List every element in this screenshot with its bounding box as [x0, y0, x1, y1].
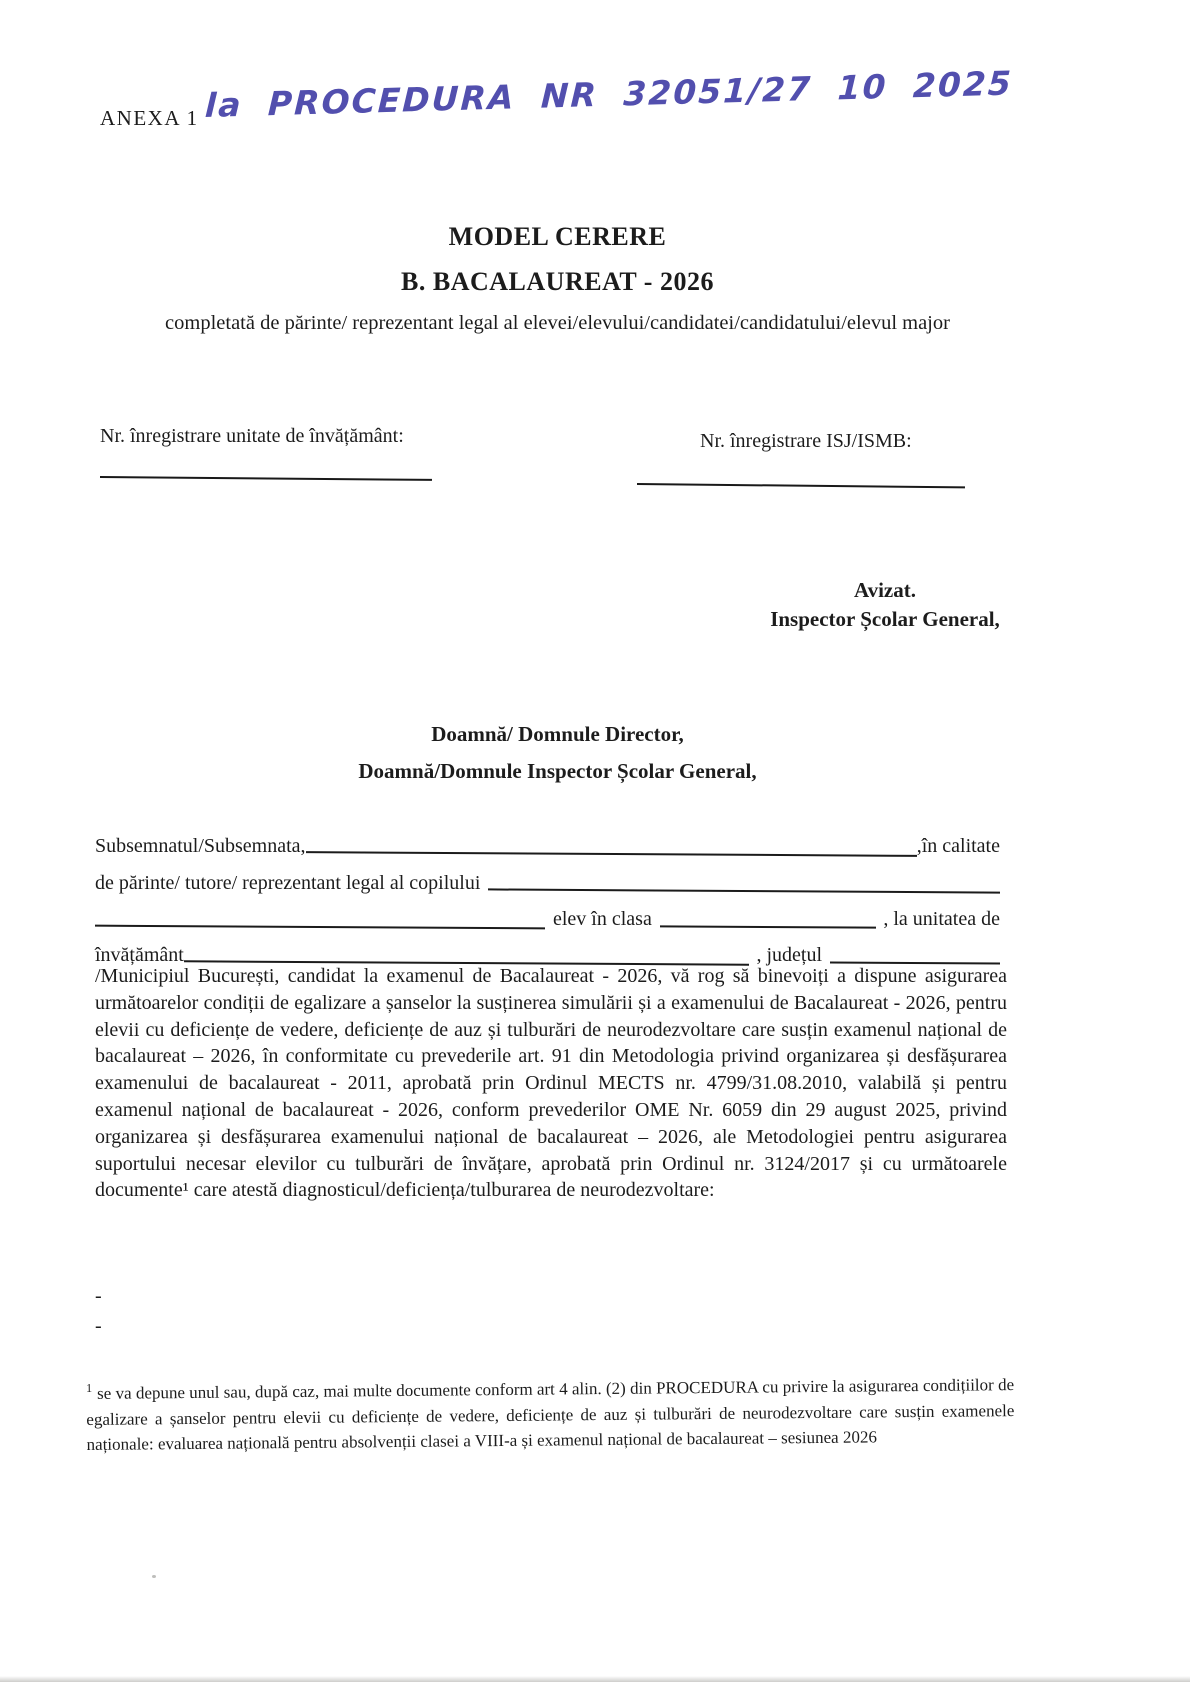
completed-by-note: completată de părinte/ reprezentant legal al elevei/elevului/candidatei/candidatului/elevul major — [165, 312, 950, 334]
scan-speck — [152, 1575, 156, 1578]
form-line-guardian — [95, 868, 1000, 896]
document-list-dash-2: - — [95, 1315, 102, 1337]
footnote-text: se va depune unul sau, după caz, mai multe documente conform art 4 alin. (2) din PROCEDURA cu privire la asigurarea condițiilor de egalizare a șanselor pentru elevii cu deficiențe de vedere, deficiențe de auz și tulburări de neurodezvoltare care susțin examenele naționale: evaluarea națională pentru absolvenții clasei a VIII-a și examenul național de bacalaureat – sesiunea 2026 — [86, 1375, 1015, 1454]
handwritten-procedure-annotation: la PROCEDURA NR 32051/27 10 2025 — [204, 63, 1014, 126]
in-calitate-label: ,în calitate — [916, 835, 1000, 857]
document-list-dash-1: - — [95, 1285, 102, 1307]
isj-registration-blank-line — [637, 483, 965, 488]
footnote — [86, 1372, 1015, 1457]
form-line-class — [95, 904, 1000, 932]
document-subtitle: B. BACALAUREAT - 2026 — [401, 267, 714, 296]
salutation-director: Doamnă/ Domnule Director, — [431, 722, 684, 746]
scan-bottom-edge — [0, 1676, 1190, 1682]
county-label: , județul — [756, 944, 822, 966]
school-unit-label: , la unitatea de — [883, 908, 1000, 930]
form-line-applicant — [95, 831, 1000, 859]
guardian-label: de părinte/ tutore/ reprezentant legal al copilului — [95, 872, 481, 894]
document-title: MODEL CERERE — [448, 222, 667, 251]
school-registration-label: Nr. înregistrare unitate de învățământ: — [100, 425, 404, 447]
footnote-marker: 1 — [86, 1381, 93, 1396]
avizat-label: Avizat. — [853, 578, 916, 602]
inspector-general-label: Inspector Școlar General, — [770, 607, 1000, 631]
approval-block — [760, 576, 1010, 634]
child-name-continuation-blank-line — [95, 925, 545, 930]
applicant-name-label: Subsemnatul/Subsemnata, — [95, 835, 306, 857]
child-name-blank-line — [488, 888, 1000, 893]
invatamant-label: învățământ — [95, 944, 184, 966]
anexa-label: ANEXA 1 — [100, 106, 199, 130]
class-label: elev în clasa — [553, 908, 652, 930]
request-paragraph: /Municipiul București, candidat la examenul de Bacalaureat - 2026, vă rog să binevoiți a dispune asigurarea următoarelor condiții de egalizare a șanselor la susținerea simulării și a examenului de Bacalaureat - 2026, pentru elevii cu deficiențe de vedere, deficiențe de auz și tulburări de neurodezvoltare care susțin examenul național de bacalaureat – 2026, în conformitate cu prevederile art. 91 din Metodologia privind organizarea și desfășurarea examenului de bacalaureat - 2011, aprobată prin Ordinul MECTS nr. 4799/31.08.2010, valabilă și pentru examenul național de bacalaureat - 2026, conform prevederilor OME Nr. 6059 din 29 august 2025, privind organizarea și desfășurarea examenului național de bacalaureat – 2026, ale Metodologiei pentru asigurarea suportului necesar elevilor cu tulburări de învățare, aprobată prin Ordinul nr. 3124/2017 și cu următoarele documente¹ care atestă diagnosticul/deficiența/tulburarea de neurodezvoltare: — [95, 965, 1007, 1202]
salutation-inspector: Doamnă/Domnule Inspector Școlar General, — [358, 759, 757, 783]
class-blank-line — [660, 925, 876, 928]
isj-registration-label: Nr. înregistrare ISJ/ISMB: — [700, 430, 912, 452]
school-registration-blank-line — [100, 476, 432, 481]
applicant-name-blank-line — [306, 851, 917, 857]
